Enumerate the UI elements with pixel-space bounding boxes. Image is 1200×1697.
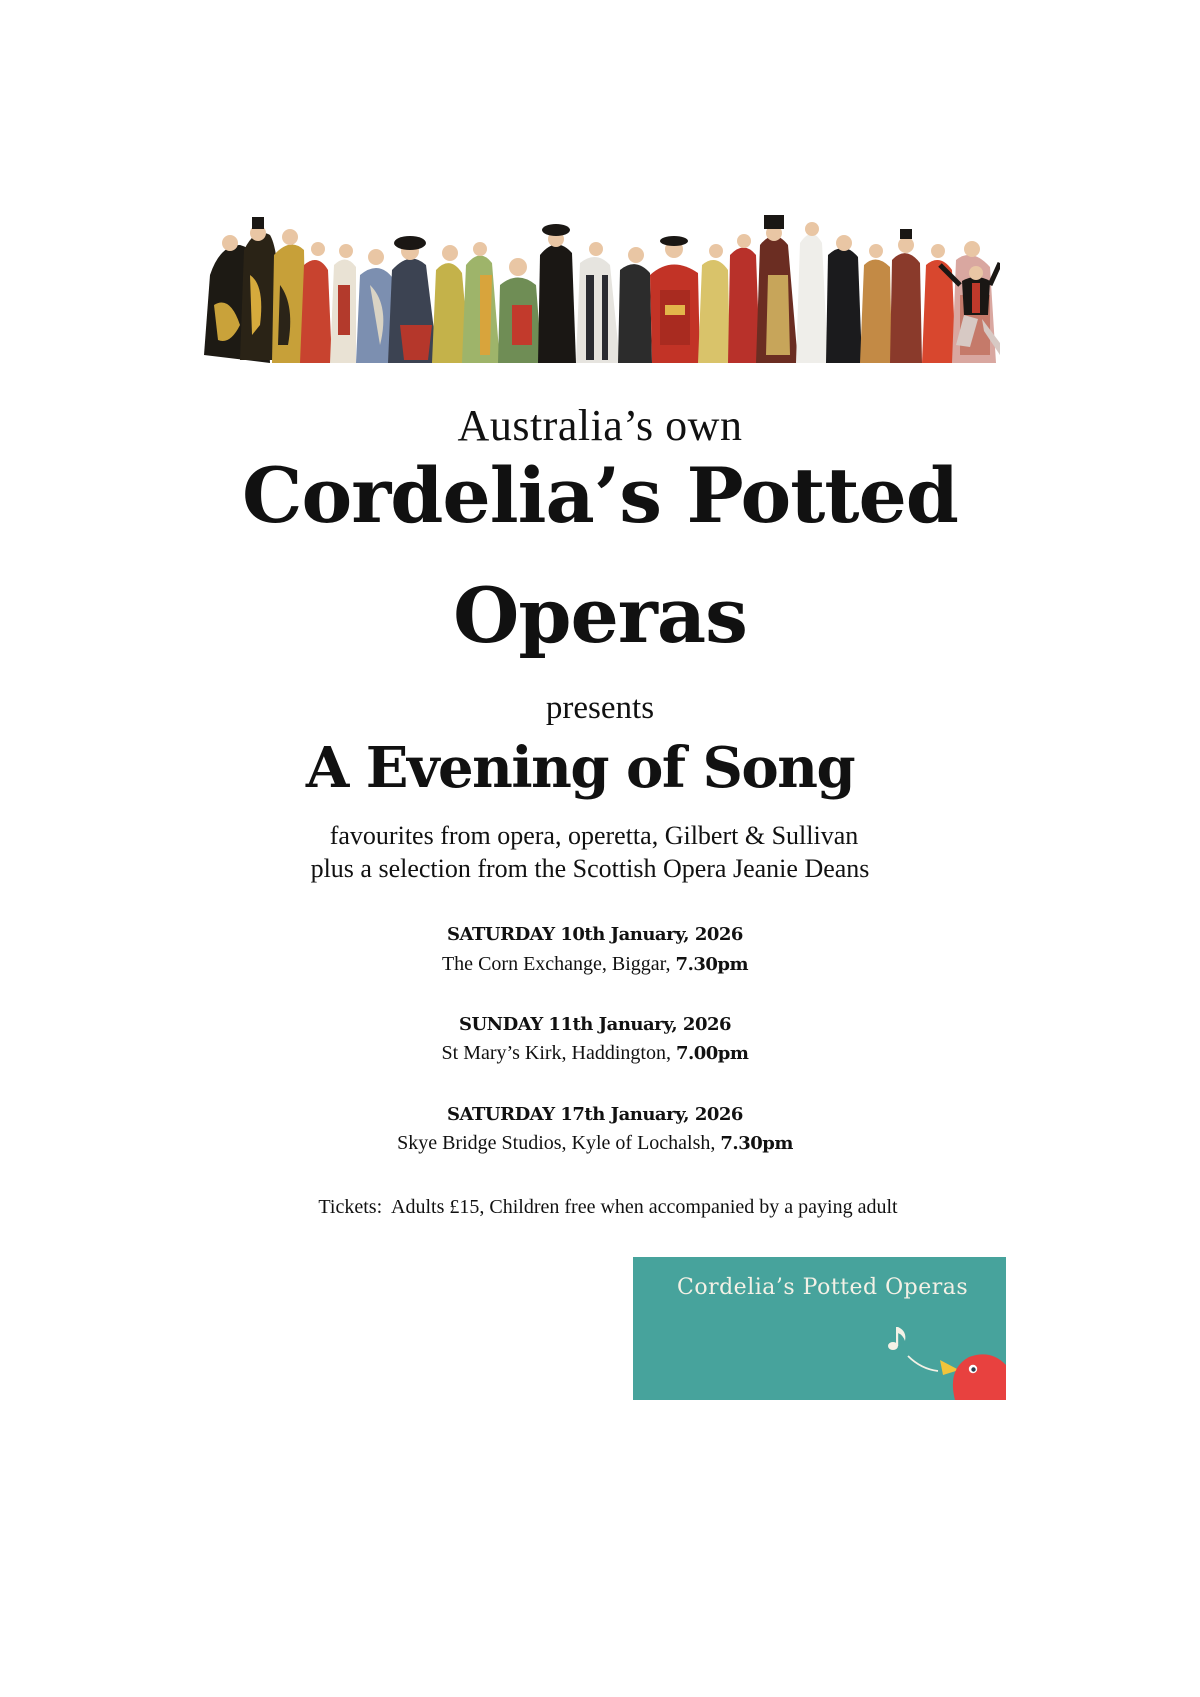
- logo-text: Cordelia’s Potted Operas: [677, 1275, 969, 1300]
- description-line-1: favourites from opera, operetta, Gilbert & Sullivan: [329, 821, 859, 850]
- opera-characters-illustration-icon: [200, 215, 1000, 365]
- logo-illustration: [633, 1257, 1006, 1400]
- show-title: A Evening of Song: [305, 735, 855, 801]
- performance-3-date: SATURDAY 17th January, 2026: [447, 1104, 743, 1125]
- performance-3-venue-line: [0, 1132, 1195, 1155]
- performance-2-time: 7.00pm: [675, 1043, 749, 1064]
- title-line-1: Cordelia’s Potted: [242, 451, 958, 540]
- performance-1-time: 7.30pm: [675, 954, 749, 975]
- description-line-2: plus a selection from the Scottish Opera Jeanie Deans: [310, 854, 870, 883]
- performance-2-date: SUNDAY 11th January, 2026: [458, 1014, 732, 1035]
- performance-2-venue: St Mary’s Kirk, Haddington,: [441, 1042, 676, 1064]
- performance-1-venue: The Corn Exchange, Biggar,: [441, 953, 676, 975]
- title-line-2: Operas: [453, 571, 747, 660]
- red-bird-icon: [940, 1354, 1006, 1400]
- performance-1-date: SATURDAY 10th January, 2026: [447, 924, 743, 945]
- company-logo: [633, 1257, 1006, 1400]
- performance-2-venue-line: [0, 1042, 1195, 1065]
- performance-3-time: 7.30pm: [720, 1133, 793, 1154]
- subtitle: Australia’s own: [457, 401, 743, 450]
- performance-1-venue-line: [0, 953, 1195, 976]
- performance-3-venue: Skye Bridge Studios, Kyle of Lochalsh,: [397, 1132, 721, 1154]
- music-note-icon: [888, 1327, 905, 1350]
- ticket-info: Tickets: Adults £15, Children free when accompanied by a paying adult: [318, 1196, 898, 1218]
- song-line-icon: [908, 1356, 938, 1371]
- presents-label: presents: [545, 690, 655, 726]
- opera-characters-banner: [200, 215, 1000, 365]
